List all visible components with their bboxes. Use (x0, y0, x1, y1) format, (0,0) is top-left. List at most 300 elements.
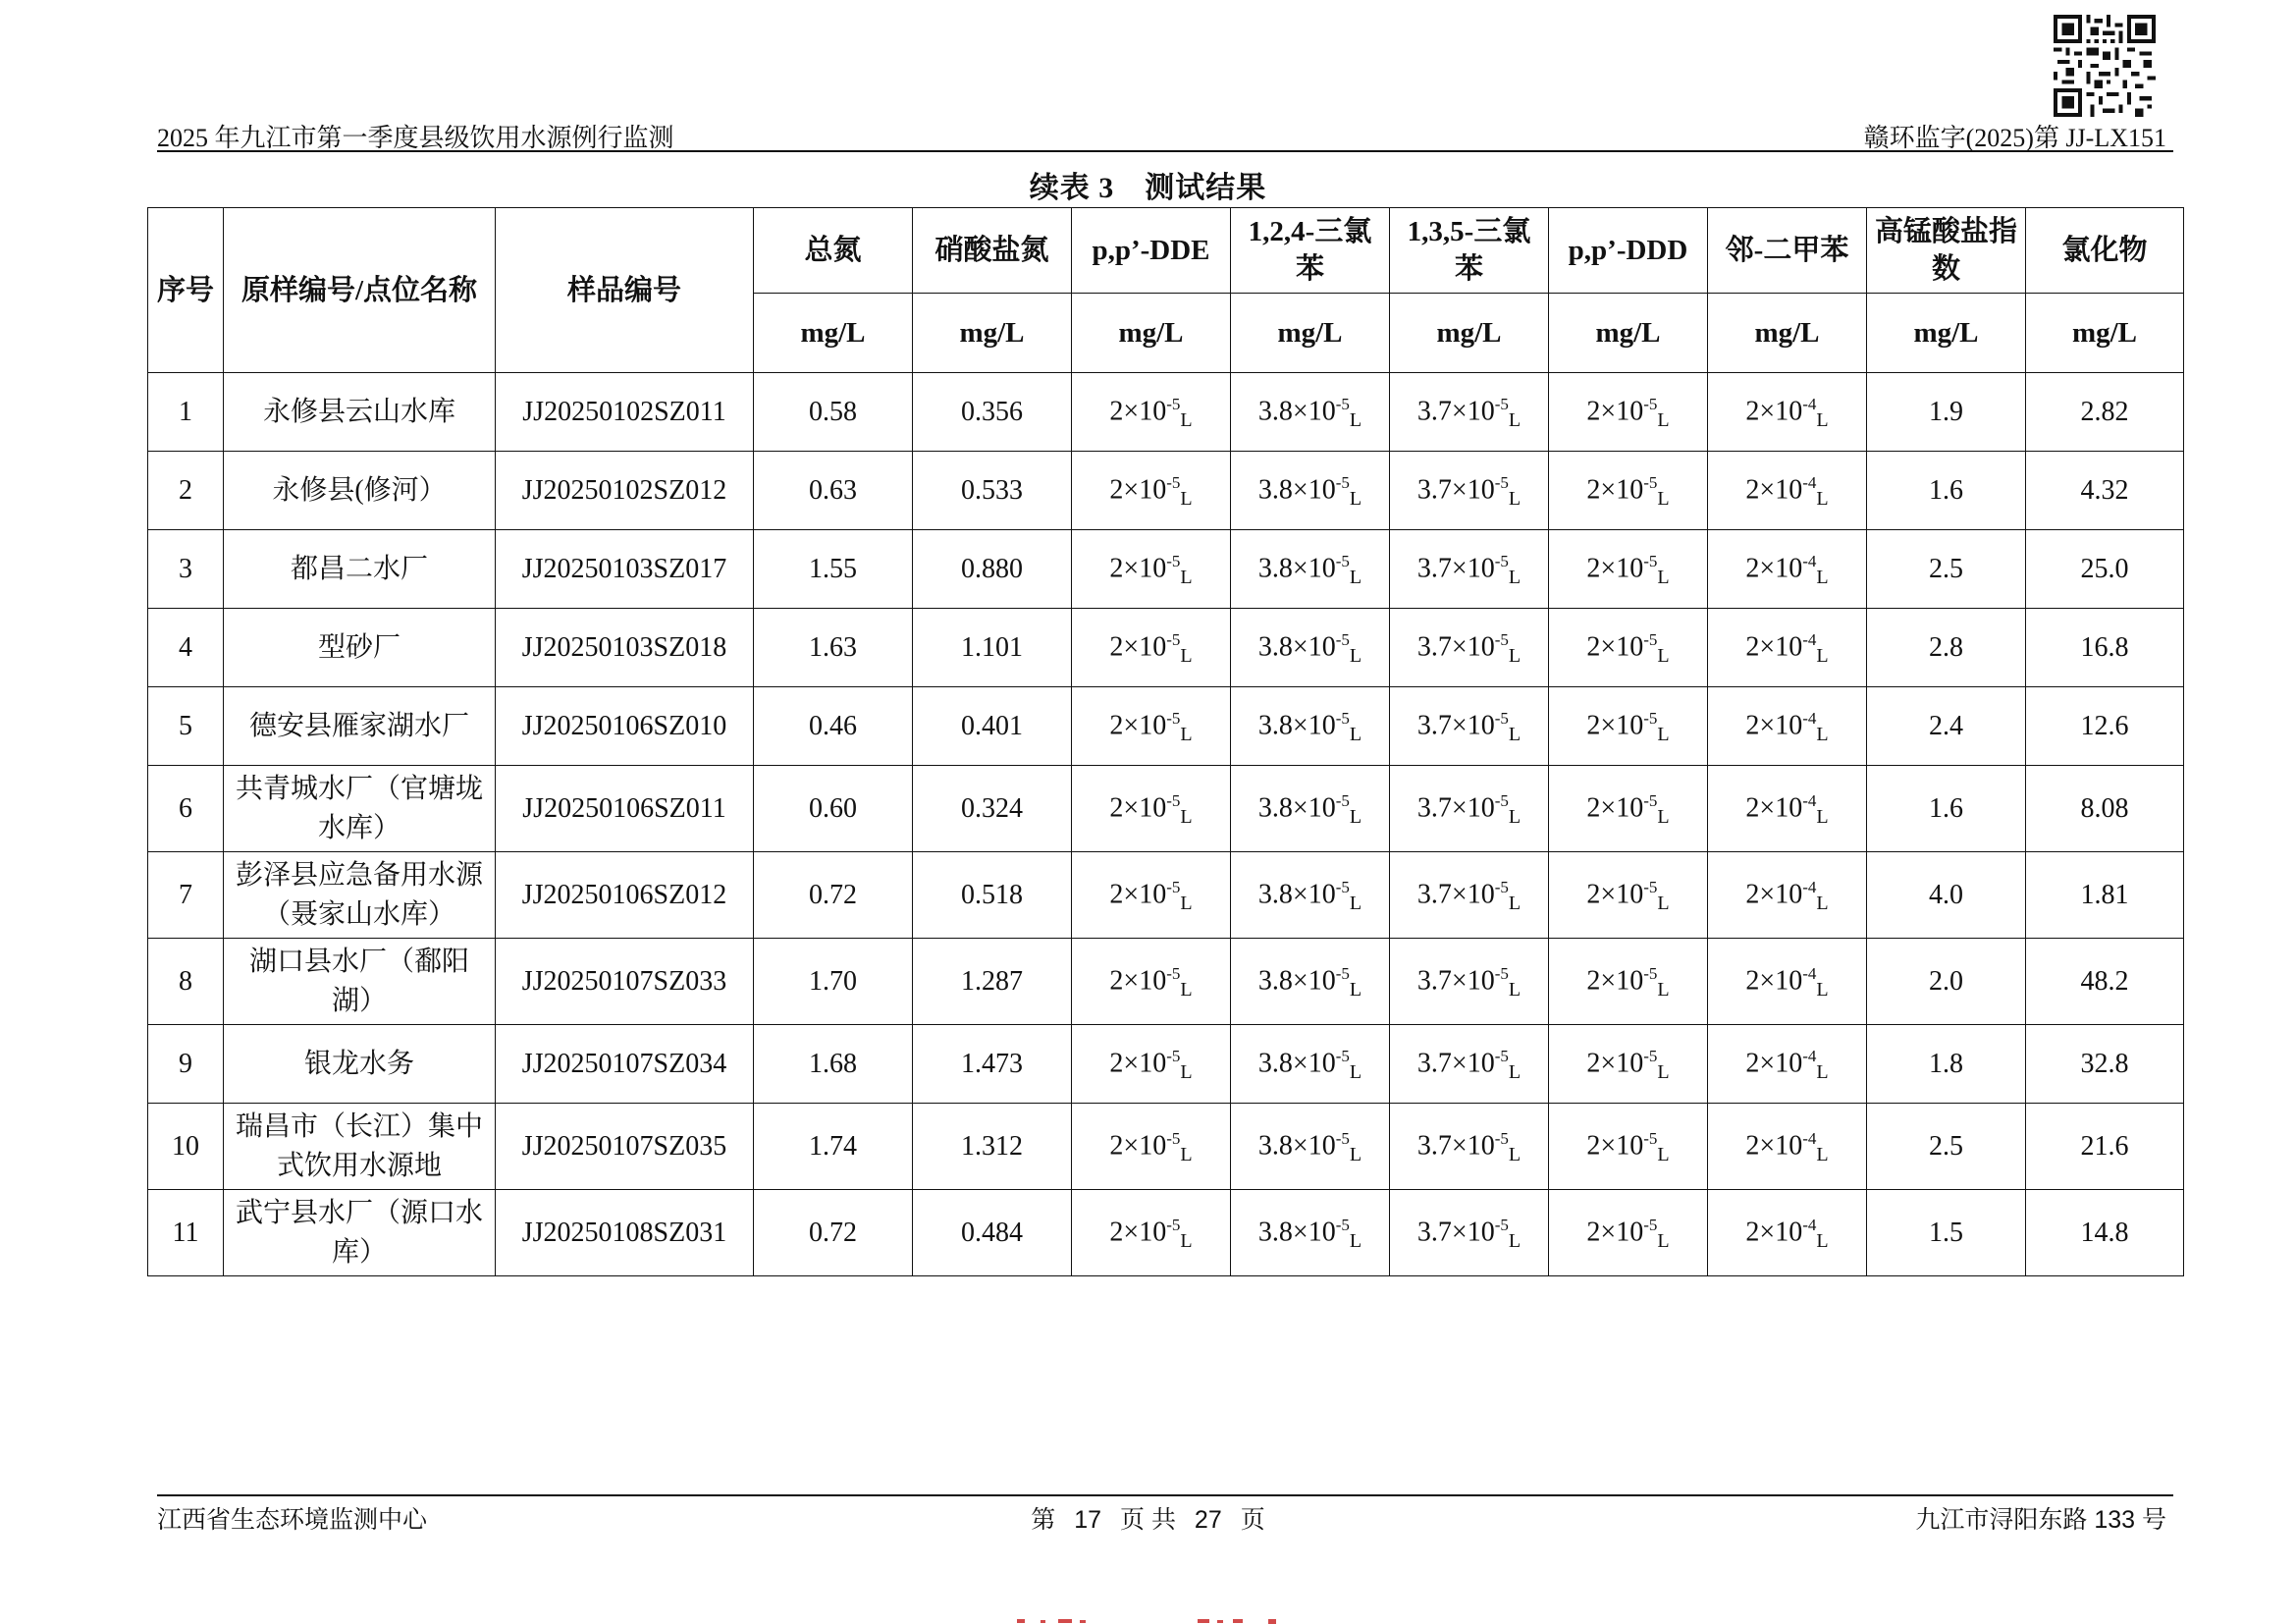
sci-exponent: -4 (1802, 1128, 1817, 1148)
sci-mantissa: 3.8×10 (1257, 395, 1336, 426)
cell-ddd (1549, 1025, 1708, 1104)
cell-nitrate-nitrogen: 0.880 (913, 530, 1072, 609)
table-row (148, 530, 2184, 609)
cell-dde (1072, 1190, 1231, 1276)
sci-flag: L (1816, 1060, 1829, 1083)
sci-exponent: -4 (1802, 708, 1817, 728)
sci-exponent: -5 (1166, 394, 1181, 413)
table-row (148, 1104, 2184, 1190)
cell-seq: 4 (148, 609, 224, 687)
cell-permanganate-index: 2.8 (1867, 609, 2026, 687)
sci-mantissa: 2×10 (1745, 964, 1803, 996)
sci-mantissa: 2×10 (1586, 473, 1644, 505)
sci-flag: L (1349, 978, 1362, 1001)
sci-mantissa: 2×10 (1586, 552, 1644, 583)
sci-mantissa: 3.8×10 (1257, 630, 1336, 662)
cell-ddd (1549, 530, 1708, 609)
cell-site: 都昌二水厂 (224, 530, 496, 609)
sci-exponent: -5 (1166, 1128, 1181, 1148)
sci-mantissa: 3.8×10 (1257, 791, 1336, 823)
table-row (148, 766, 2184, 852)
col-header-seq: 序号 (148, 208, 224, 373)
sci-flag: L (1349, 408, 1362, 431)
sci-exponent: -5 (1166, 963, 1181, 983)
sci-mantissa: 2×10 (1586, 964, 1644, 996)
cell-dde (1072, 939, 1231, 1025)
sci-exponent: -4 (1802, 394, 1817, 413)
cell-total-nitrogen: 0.60 (754, 766, 913, 852)
cell-tcb124 (1231, 609, 1390, 687)
cell-nitrate-nitrogen: 0.356 (913, 373, 1072, 452)
cell-nitrate-nitrogen: 0.484 (913, 1190, 1072, 1276)
table-row (148, 609, 2184, 687)
sci-mantissa: 3.8×10 (1257, 1216, 1336, 1247)
red-stamp-mark (1011, 1618, 1286, 1624)
cell-total-nitrogen: 0.72 (754, 1190, 913, 1276)
cell-dde (1072, 452, 1231, 530)
cell-site: 银龙水务 (224, 1025, 496, 1104)
sci-flag: L (1657, 892, 1670, 914)
sci-mantissa: 3.7×10 (1416, 1216, 1495, 1247)
cell-dde (1072, 609, 1231, 687)
cell-nitrate-nitrogen: 0.518 (913, 852, 1072, 939)
col-header-param: 邻-二甲苯 (1708, 208, 1867, 294)
sci-mantissa: 3.7×10 (1416, 1129, 1495, 1161)
cell-dde (1072, 1025, 1231, 1104)
cell-permanganate-index: 2.5 (1867, 530, 2026, 609)
table-row (148, 687, 2184, 766)
sci-mantissa: 3.7×10 (1416, 1047, 1495, 1078)
sci-exponent: -5 (1494, 472, 1509, 492)
cell-sample: JJ20250108SZ031 (496, 1190, 754, 1276)
cell-chloride: 2.82 (2026, 373, 2184, 452)
sci-exponent: -5 (1643, 877, 1658, 896)
col-header-param: 1,3,5-三氯苯 (1390, 208, 1549, 294)
col-header-param: 1,2,4-三氯苯 (1231, 208, 1390, 294)
cell-seq: 5 (148, 687, 224, 766)
cell-permanganate-index: 1.6 (1867, 452, 2026, 530)
cell-site: 共青城水厂（官塘垅水库） (224, 766, 496, 852)
sci-mantissa: 2×10 (1586, 630, 1644, 662)
sci-exponent: -5 (1335, 708, 1350, 728)
sci-exponent: -5 (1494, 708, 1509, 728)
sci-exponent: -5 (1166, 629, 1181, 649)
sci-mantissa: 2×10 (1109, 1129, 1167, 1161)
sci-flag: L (1816, 408, 1829, 431)
cell-sample: JJ20250103SZ017 (496, 530, 754, 609)
cell-total-nitrogen: 0.63 (754, 452, 913, 530)
table-row (148, 452, 2184, 530)
sci-exponent: -4 (1802, 877, 1817, 896)
cell-tcb135 (1390, 687, 1549, 766)
cell-chloride: 8.08 (2026, 766, 2184, 852)
col-unit: mg/L (1390, 294, 1549, 373)
cell-nitrate-nitrogen: 1.101 (913, 609, 1072, 687)
page-current: 17 (1074, 1506, 1102, 1534)
cell-sample: JJ20250107SZ033 (496, 939, 754, 1025)
cell-tcb124 (1231, 1190, 1390, 1276)
sci-mantissa: 2×10 (1109, 395, 1167, 426)
cell-chloride: 21.6 (2026, 1104, 2184, 1190)
col-header-param: 氯化物 (2026, 208, 2184, 294)
cell-chloride: 14.8 (2026, 1190, 2184, 1276)
col-header-site: 原样编号/点位名称 (224, 208, 496, 373)
sci-flag: L (1180, 723, 1193, 745)
sci-flag: L (1508, 1060, 1522, 1083)
sci-flag: L (1508, 408, 1522, 431)
cell-total-nitrogen: 1.70 (754, 939, 913, 1025)
sci-exponent: -5 (1335, 1046, 1350, 1065)
sci-exponent: -5 (1643, 963, 1658, 983)
col-unit: mg/L (1867, 294, 2026, 373)
cell-seq: 8 (148, 939, 224, 1025)
cell-tcb135 (1390, 530, 1549, 609)
table-caption: 续表 3 测试结果 (1029, 172, 1267, 204)
cell-chloride: 48.2 (2026, 939, 2184, 1025)
sci-flag: L (1180, 644, 1193, 667)
sci-mantissa: 2×10 (1745, 630, 1803, 662)
sci-mantissa: 3.7×10 (1416, 395, 1495, 426)
cell-chloride: 32.8 (2026, 1025, 2184, 1104)
sci-flag: L (1349, 1143, 1362, 1165)
col-unit: mg/L (2026, 294, 2184, 373)
sci-flag: L (1508, 892, 1522, 914)
sci-exponent: -5 (1494, 629, 1509, 649)
sci-mantissa: 2×10 (1109, 630, 1167, 662)
cell-chloride: 12.6 (2026, 687, 2184, 766)
sci-exponent: -5 (1643, 551, 1658, 570)
sci-exponent: -4 (1802, 551, 1817, 570)
sci-mantissa: 3.8×10 (1257, 552, 1336, 583)
cell-permanganate-index: 1.6 (1867, 766, 2026, 852)
cell-tcb135 (1390, 852, 1549, 939)
sci-mantissa: 2×10 (1109, 552, 1167, 583)
sci-exponent: -5 (1166, 708, 1181, 728)
page-prefix: 第 (1031, 1506, 1056, 1534)
sci-flag: L (1349, 805, 1362, 828)
sci-mantissa: 2×10 (1745, 709, 1803, 740)
sci-mantissa: 2×10 (1745, 552, 1803, 583)
col-unit: mg/L (754, 294, 913, 373)
cell-sample: JJ20250106SZ012 (496, 852, 754, 939)
sci-flag: L (1816, 723, 1829, 745)
cell-xylene (1708, 939, 1867, 1025)
sci-flag: L (1816, 805, 1829, 828)
cell-chloride: 25.0 (2026, 530, 2184, 609)
sci-mantissa: 2×10 (1586, 878, 1644, 909)
sci-exponent: -4 (1802, 1046, 1817, 1065)
cell-xylene (1708, 1190, 1867, 1276)
cell-sample: JJ20250107SZ034 (496, 1025, 754, 1104)
cell-tcb135 (1390, 939, 1549, 1025)
cell-dde (1072, 530, 1231, 609)
cell-tcb135 (1390, 609, 1549, 687)
cell-ddd (1549, 852, 1708, 939)
cell-site: 永修县云山水库 (224, 373, 496, 452)
sci-flag: L (1816, 1143, 1829, 1165)
cell-permanganate-index: 1.9 (1867, 373, 2026, 452)
sci-mantissa: 3.8×10 (1257, 878, 1336, 909)
sci-mantissa: 3.8×10 (1257, 709, 1336, 740)
col-header-param: p,p’-DDE (1072, 208, 1231, 294)
sci-flag: L (1180, 805, 1193, 828)
cell-sample: JJ20250103SZ018 (496, 609, 754, 687)
cell-dde (1072, 373, 1231, 452)
col-unit: mg/L (1708, 294, 1867, 373)
sci-exponent: -5 (1643, 472, 1658, 492)
sci-mantissa: 3.8×10 (1257, 1129, 1336, 1161)
sci-exponent: -5 (1335, 629, 1350, 649)
sci-exponent: -5 (1643, 708, 1658, 728)
sci-flag: L (1180, 408, 1193, 431)
sci-mantissa: 2×10 (1745, 791, 1803, 823)
sci-exponent: -5 (1166, 551, 1181, 570)
sci-mantissa: 2×10 (1745, 1216, 1803, 1247)
cell-nitrate-nitrogen: 0.533 (913, 452, 1072, 530)
sci-mantissa: 2×10 (1586, 791, 1644, 823)
sci-exponent: -5 (1166, 790, 1181, 810)
sci-exponent: -5 (1335, 472, 1350, 492)
report-number: 赣环监字(2025)第 JJ-LX151 (1863, 124, 2166, 152)
cell-seq: 6 (148, 766, 224, 852)
page-suffix: 页 (1240, 1506, 1265, 1534)
cell-ddd (1549, 766, 1708, 852)
sci-exponent: -5 (1166, 472, 1181, 492)
sci-mantissa: 2×10 (1745, 473, 1803, 505)
footer-rule (157, 1494, 2173, 1496)
sci-exponent: -4 (1802, 472, 1817, 492)
cell-xylene (1708, 852, 1867, 939)
sci-mantissa: 3.7×10 (1416, 964, 1495, 996)
sci-mantissa: 3.8×10 (1257, 473, 1336, 505)
cell-seq: 3 (148, 530, 224, 609)
sci-flag: L (1508, 644, 1522, 667)
sci-mantissa: 2×10 (1745, 878, 1803, 909)
cell-ddd (1549, 452, 1708, 530)
sci-exponent: -5 (1494, 1128, 1509, 1148)
sci-mantissa: 3.7×10 (1416, 630, 1495, 662)
cell-total-nitrogen: 1.55 (754, 530, 913, 609)
table-row (148, 1025, 2184, 1104)
cell-tcb135 (1390, 452, 1549, 530)
sci-mantissa: 3.7×10 (1416, 473, 1495, 505)
sci-exponent: -5 (1643, 394, 1658, 413)
sci-mantissa: 2×10 (1109, 791, 1167, 823)
col-unit: mg/L (913, 294, 1072, 373)
col-unit: mg/L (1549, 294, 1708, 373)
sci-flag: L (1657, 566, 1670, 588)
cell-xylene (1708, 1104, 1867, 1190)
sci-flag: L (1180, 892, 1193, 914)
sci-flag: L (1508, 723, 1522, 745)
qr-code-icon (2054, 15, 2156, 117)
cell-nitrate-nitrogen: 1.312 (913, 1104, 1072, 1190)
cell-permanganate-index: 2.5 (1867, 1104, 2026, 1190)
cell-seq: 1 (148, 373, 224, 452)
sci-exponent: -5 (1166, 1215, 1181, 1234)
cell-tcb124 (1231, 1025, 1390, 1104)
cell-xylene (1708, 452, 1867, 530)
sci-flag: L (1816, 1229, 1829, 1252)
sci-exponent: -5 (1335, 551, 1350, 570)
sci-mantissa: 2×10 (1745, 1047, 1803, 1078)
cell-xylene (1708, 766, 1867, 852)
footer-organization: 江西省生态环境监测中心 (157, 1506, 428, 1534)
sci-exponent: -5 (1494, 394, 1509, 413)
sci-exponent: -5 (1643, 790, 1658, 810)
col-header-sample: 样品编号 (496, 208, 754, 373)
sci-exponent: -5 (1494, 963, 1509, 983)
sci-flag: L (1349, 892, 1362, 914)
cell-chloride: 4.32 (2026, 452, 2184, 530)
sci-flag: L (1816, 566, 1829, 588)
sci-mantissa: 3.8×10 (1257, 1047, 1336, 1078)
cell-xylene (1708, 687, 1867, 766)
cell-total-nitrogen: 0.58 (754, 373, 913, 452)
sci-mantissa: 2×10 (1109, 473, 1167, 505)
sci-flag: L (1657, 805, 1670, 828)
cell-tcb135 (1390, 766, 1549, 852)
cell-site: 湖口县水厂（鄱阳湖） (224, 939, 496, 1025)
sci-flag: L (1657, 1143, 1670, 1165)
sci-flag: L (1180, 1229, 1193, 1252)
sci-mantissa: 2×10 (1586, 709, 1644, 740)
sci-mantissa: 3.8×10 (1257, 964, 1336, 996)
cell-nitrate-nitrogen: 1.287 (913, 939, 1072, 1025)
sci-exponent: -5 (1166, 877, 1181, 896)
sci-exponent: -4 (1802, 963, 1817, 983)
cell-dde (1072, 687, 1231, 766)
sci-exponent: -5 (1335, 790, 1350, 810)
cell-seq: 2 (148, 452, 224, 530)
sci-mantissa: 3.7×10 (1416, 791, 1495, 823)
sci-flag: L (1657, 978, 1670, 1001)
footer-address: 九江市浔阳东路 133 号 (1915, 1506, 2166, 1534)
sci-flag: L (1349, 1060, 1362, 1083)
cell-total-nitrogen: 1.68 (754, 1025, 913, 1104)
cell-site: 瑞昌市（长江）集中式饮用水源地 (224, 1104, 496, 1190)
sci-mantissa: 2×10 (1586, 1047, 1644, 1078)
col-header-param: 硝酸盐氮 (913, 208, 1072, 294)
cell-tcb135 (1390, 373, 1549, 452)
sci-flag: L (1180, 978, 1193, 1001)
col-header-param: 总氮 (754, 208, 913, 294)
cell-site: 德安县雁家湖水厂 (224, 687, 496, 766)
cell-nitrate-nitrogen: 0.401 (913, 687, 1072, 766)
page-total: 27 (1194, 1506, 1222, 1534)
sci-mantissa: 3.7×10 (1416, 878, 1495, 909)
sci-exponent: -5 (1494, 551, 1509, 570)
sci-flag: L (1816, 644, 1829, 667)
sci-flag: L (1657, 487, 1670, 510)
cell-permanganate-index: 1.5 (1867, 1190, 2026, 1276)
cell-xylene (1708, 1025, 1867, 1104)
cell-ddd (1549, 1104, 1708, 1190)
cell-dde (1072, 1104, 1231, 1190)
sci-flag: L (1657, 644, 1670, 667)
cell-site: 型砂厂 (224, 609, 496, 687)
cell-ddd (1549, 939, 1708, 1025)
cell-nitrate-nitrogen: 0.324 (913, 766, 1072, 852)
sci-flag: L (1508, 566, 1522, 588)
cell-sample: JJ20250107SZ035 (496, 1104, 754, 1190)
col-unit: mg/L (1072, 294, 1231, 373)
cell-nitrate-nitrogen: 1.473 (913, 1025, 1072, 1104)
cell-seq: 10 (148, 1104, 224, 1190)
sci-flag: L (1816, 978, 1829, 1001)
sci-exponent: -5 (1335, 1215, 1350, 1234)
sci-flag: L (1349, 487, 1362, 510)
sci-exponent: -5 (1335, 963, 1350, 983)
cell-sample: JJ20250102SZ011 (496, 373, 754, 452)
cell-total-nitrogen: 1.74 (754, 1104, 913, 1190)
sci-exponent: -5 (1494, 1215, 1509, 1234)
sci-exponent: -4 (1802, 790, 1817, 810)
sci-flag: L (1816, 892, 1829, 914)
cell-ddd (1549, 609, 1708, 687)
col-header-param: p,p’-DDD (1549, 208, 1708, 294)
sci-flag: L (1657, 1229, 1670, 1252)
cell-permanganate-index: 2.4 (1867, 687, 2026, 766)
sci-exponent: -5 (1335, 877, 1350, 896)
sci-flag: L (1349, 644, 1362, 667)
table-row (148, 852, 2184, 939)
table-row (148, 1190, 2184, 1276)
page-mid: 页 共 (1120, 1506, 1176, 1534)
table-row (148, 939, 2184, 1025)
sci-exponent: -5 (1166, 1046, 1181, 1065)
cell-tcb135 (1390, 1025, 1549, 1104)
sci-exponent: -4 (1802, 1215, 1817, 1234)
cell-tcb135 (1390, 1190, 1549, 1276)
cell-ddd (1549, 1190, 1708, 1276)
cell-chloride: 16.8 (2026, 609, 2184, 687)
cell-site: 彭泽县应急备用水源（聂家山水库） (224, 852, 496, 939)
sci-mantissa: 2×10 (1109, 1216, 1167, 1247)
cell-sample: JJ20250106SZ011 (496, 766, 754, 852)
cell-tcb124 (1231, 766, 1390, 852)
sci-mantissa: 2×10 (1745, 395, 1803, 426)
cell-xylene (1708, 373, 1867, 452)
cell-seq: 7 (148, 852, 224, 939)
cell-ddd (1549, 687, 1708, 766)
cell-seq: 11 (148, 1190, 224, 1276)
sci-exponent: -5 (1643, 629, 1658, 649)
cell-tcb124 (1231, 530, 1390, 609)
sci-exponent: -5 (1494, 790, 1509, 810)
cell-sample: JJ20250106SZ010 (496, 687, 754, 766)
sci-exponent: -5 (1494, 1046, 1509, 1065)
sci-mantissa: 2×10 (1109, 709, 1167, 740)
sci-exponent: -5 (1335, 394, 1350, 413)
sci-flag: L (1657, 1060, 1670, 1083)
sci-flag: L (1508, 805, 1522, 828)
cell-dde (1072, 852, 1231, 939)
sci-flag: L (1180, 1060, 1193, 1083)
sci-exponent: -5 (1643, 1046, 1658, 1065)
results-table (147, 207, 2184, 1276)
sci-flag: L (1508, 487, 1522, 510)
cell-tcb135 (1390, 1104, 1549, 1190)
sci-mantissa: 2×10 (1586, 1129, 1644, 1161)
cell-total-nitrogen: 0.46 (754, 687, 913, 766)
sci-mantissa: 3.7×10 (1416, 552, 1495, 583)
table-row (148, 373, 2184, 452)
col-header-param: 高锰酸盐指数 (1867, 208, 2026, 294)
sci-flag: L (1180, 566, 1193, 588)
sci-flag: L (1349, 1229, 1362, 1252)
cell-tcb124 (1231, 687, 1390, 766)
